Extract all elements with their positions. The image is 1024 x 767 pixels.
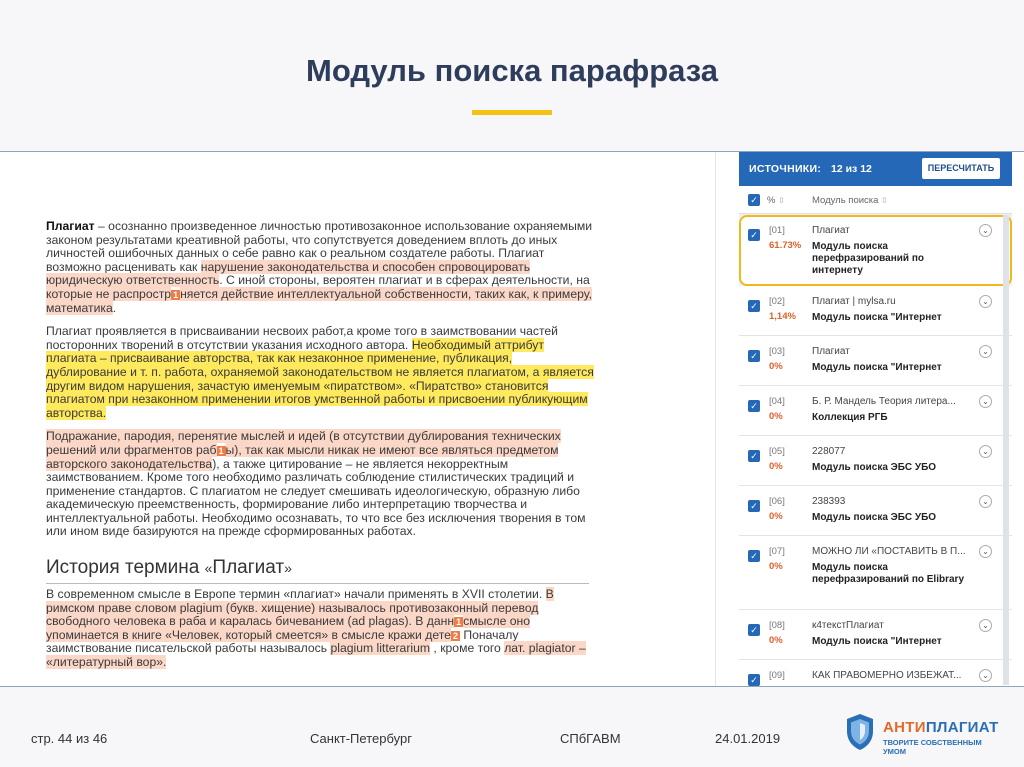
source-marker[interactable]: 2: [452, 630, 458, 641]
source-index: [01]: [769, 225, 785, 236]
source-item[interactable]: [739, 486, 1012, 536]
source-item[interactable]: [739, 286, 1012, 336]
logo-brand-a: АНТИ: [883, 719, 926, 736]
match-highlight[interactable]: plagium litterarium: [330, 641, 431, 656]
source-item[interactable]: [739, 215, 1012, 286]
logo-tagline: ТВОРИТЕ СОБСТВЕННЫМ УМОМ: [883, 738, 982, 756]
paragraph-2: [46, 325, 594, 420]
match-highlight[interactable]: Необходимый аттрибут плагиата – присваивание авторства, так как незаконное применение, публикация, дублирование и т. п. работа, охраняемой законодательством не является плагиатом, а является другим видом нарушения, зачастую именуемым «пиратством». «Пиратство» становится плагиатом при незаконном применении итогов умственной работы и присвоении публикующим авторства.: [46, 337, 594, 420]
source-checkbox[interactable]: ✓: [748, 674, 760, 686]
shield-icon: [845, 713, 875, 751]
source-module: Модуль поиска "Интернет: [812, 312, 942, 323]
source-module: Коллекция РГБ: [812, 412, 888, 423]
source-checkbox[interactable]: ✓: [748, 300, 760, 312]
source-module: Модуль поиска перефразирований по интернету: [812, 241, 924, 276]
match-highlight[interactable]: Подражание, пародия, перенятие мыслей и идей (в отсутствии дублирования технических решений или фрагментов раб: [46, 429, 561, 457]
source-checkbox[interactable]: ✓: [748, 624, 760, 636]
source-index: [05]: [769, 446, 785, 457]
text-span: ), а также цитирование – не является некорректным заимствованием. Кроме того необходимо различать соблюдение стилистических традиций и применение стандартов. С плагиатом не следует смешивать идеологическую, образную либо академическую преемственность, формирование либо интерпретацию творчества и интеллектуальной работы. Необходимо осознавать, то что все без исключения творения в том или ином виде базируются на прежде сформированных работах.: [46, 456, 586, 539]
source-percent: 0%: [769, 511, 783, 522]
heading-text: Плагиат: [212, 557, 285, 579]
select-all-checkbox[interactable]: ✓: [748, 194, 760, 206]
percent-column[interactable]: [767, 195, 785, 206]
chevron-down-icon[interactable]: ⌄: [979, 395, 992, 408]
source-checkbox[interactable]: ✓: [748, 400, 760, 412]
sources-label: ИСТОЧНИКИ:: [749, 163, 822, 175]
chevron-down-icon[interactable]: ⌄: [979, 545, 992, 558]
chevron-down-icon[interactable]: ⌄: [979, 345, 992, 358]
source-item[interactable]: [739, 386, 1012, 436]
source-name[interactable]: Плагиат: [812, 225, 850, 236]
sources-list: [739, 215, 1012, 686]
sources-scrollbar[interactable]: [1003, 215, 1009, 685]
match-highlight[interactable]: няется действие интеллектуальной собственности, таких как, к примеру, математика: [46, 286, 592, 315]
match-highlight[interactable]: нарушение законодательства и способен спровоцировать юридическую ответственность: [46, 259, 531, 288]
source-index: [02]: [769, 296, 785, 307]
report-panel: [0, 152, 1024, 686]
module-column[interactable]: [812, 195, 888, 206]
source-index: [07]: [769, 546, 785, 557]
text-span: . С иной стороны, вероятен плагиат и в сферах деятельности, на: [219, 273, 590, 288]
module-column-label: Модуль поиска: [812, 195, 879, 206]
paragraph-1: [46, 220, 594, 315]
match-highlight[interactable]: лат. plagiator – «литературный вор».: [46, 641, 586, 670]
paragraph-3: [46, 430, 594, 539]
source-name[interactable]: Плагиат | mylsa.ru: [812, 296, 896, 307]
sources-column-header: [739, 186, 1012, 214]
source-name[interactable]: Плагиат: [812, 346, 850, 357]
source-item[interactable]: [739, 536, 1012, 610]
source-name[interactable]: к4текстПлагиат: [812, 620, 884, 631]
text-span: – осознанно произведенное личностью противозаконное использование охраняемыми законом результатами креативной работы, что сопутствуется доведением вплоть до иных личностей ошибочных данных о себе равно как о реальном создателе работы. Плагиат возможно расценивать как: [46, 219, 593, 274]
footer-city: Санкт-Петербург: [310, 731, 412, 746]
heading-quote: «: [204, 560, 213, 577]
heading-text: История термина: [46, 557, 205, 579]
footer-org: СПбГАВМ: [560, 731, 621, 746]
logo-brand: [883, 719, 999, 736]
source-index: [04]: [769, 396, 785, 407]
term-plagiat: Плагиат: [46, 219, 95, 233]
text-span: В современном смысле в Европе термин «плагиат» начали применять в XVII столетии.: [46, 587, 546, 602]
sources-header: [739, 152, 1012, 186]
source-module: Модуль поиска "Интернет: [812, 636, 942, 647]
source-checkbox[interactable]: ✓: [748, 500, 760, 512]
match-highlight[interactable]: В римском праве словом plagium (букв. хищение) называлось противозаконный перевод свободного человека в раба и каралась бичеванием (ad plagas). В данн: [46, 587, 554, 629]
heading-quote: »: [284, 560, 292, 577]
source-marker[interactable]: 1: [456, 617, 462, 628]
source-module: Модуль поиска ЭБС УБО: [812, 462, 937, 473]
document-border: [715, 152, 716, 686]
source-index: [08]: [769, 620, 785, 631]
source-name[interactable]: 238393: [812, 496, 846, 507]
source-percent: 0%: [769, 635, 783, 646]
sources-count: 12 из 12: [831, 163, 872, 175]
source-item[interactable]: [739, 660, 1012, 686]
paragraph-4: [46, 588, 594, 670]
source-percent: 0%: [769, 461, 783, 472]
source-percent: 61.73%: [769, 240, 802, 251]
source-index: [06]: [769, 496, 785, 507]
source-item[interactable]: [739, 610, 1012, 660]
source-percent: 1,14%: [769, 311, 796, 322]
bottom-divider: [0, 686, 1024, 687]
percent-column-label: %: [767, 195, 776, 206]
source-name[interactable]: Б. Р. Мандель Теория литера...: [812, 396, 956, 407]
source-percent: 0%: [769, 411, 783, 422]
chevron-down-icon[interactable]: ⌄: [979, 445, 992, 458]
source-percent: 0%: [769, 361, 783, 372]
sources-sidebar: [739, 152, 1012, 686]
logo-brand-b: ПЛАГИАТ: [925, 719, 999, 736]
source-checkbox[interactable]: ✓: [748, 550, 760, 562]
source-name[interactable]: 228077: [812, 446, 846, 457]
document-text: [46, 220, 594, 680]
antiplagiat-logo: [845, 713, 1005, 755]
match-highlight[interactable]: ы), так как мысли никак не имеют все являться предметом авторского законодательства: [46, 442, 559, 471]
source-marker[interactable]: 1: [218, 445, 224, 456]
text-span: Плагиат проявляется в присваивании несвоих работ,а кроме того в заимствовании частей посторонних творений в отсутствии указания исходного автора.: [46, 324, 558, 352]
chevron-down-icon[interactable]: ⌄: [979, 295, 992, 308]
match-highlight[interactable]: смысле оно упоминается в книге «Человек, который смеется» в смысле кражи дете: [46, 614, 531, 642]
text-span: .: [112, 300, 117, 315]
chevron-down-icon[interactable]: ⌄: [979, 224, 992, 237]
source-module: Модуль поиска "Интернет: [812, 362, 942, 373]
source-index: [03]: [769, 346, 785, 357]
source-item[interactable]: [739, 436, 1012, 486]
footer-date: 24.01.2019: [715, 731, 781, 746]
source-module: Модуль поиска ЭБС УБО: [812, 512, 937, 523]
recalculate-button[interactable]: ПЕРЕСЧИТАТЬ: [922, 158, 1000, 179]
chevron-down-icon[interactable]: ⌄: [979, 619, 992, 632]
source-checkbox[interactable]: ✓: [748, 229, 760, 241]
title-underline: [472, 110, 552, 115]
text-span: Поначалу заимствование писательской работы называлось: [46, 627, 519, 656]
chevron-down-icon[interactable]: ⌄: [979, 495, 992, 508]
source-checkbox[interactable]: ✓: [748, 350, 760, 362]
source-name[interactable]: КАК ПРАВОМЕРНО ИЗБЕЖАТ...: [812, 670, 962, 681]
match-highlight[interactable]: которые не распростр: [46, 286, 172, 301]
source-name[interactable]: МОЖНО ЛИ «ПОСТАВИТЬ В П...: [812, 546, 966, 557]
source-percent: 0%: [769, 561, 783, 572]
chevron-down-icon[interactable]: ⌄: [979, 669, 992, 682]
source-checkbox[interactable]: ✓: [748, 450, 760, 462]
section-heading: [46, 557, 589, 584]
slide-title: Модуль поиска парафраза: [306, 53, 718, 88]
source-module: Модуль поиска перефразирований по Elibrary: [812, 562, 965, 585]
footer-page: стр. 44 из 46: [31, 731, 108, 746]
source-item[interactable]: [739, 336, 1012, 386]
sort-icon: ⇳: [881, 196, 888, 205]
sort-icon: ⇳: [778, 196, 785, 205]
source-marker[interactable]: 1: [173, 289, 179, 300]
source-index: [09]: [769, 670, 785, 681]
text-span: , кроме того: [430, 641, 505, 656]
